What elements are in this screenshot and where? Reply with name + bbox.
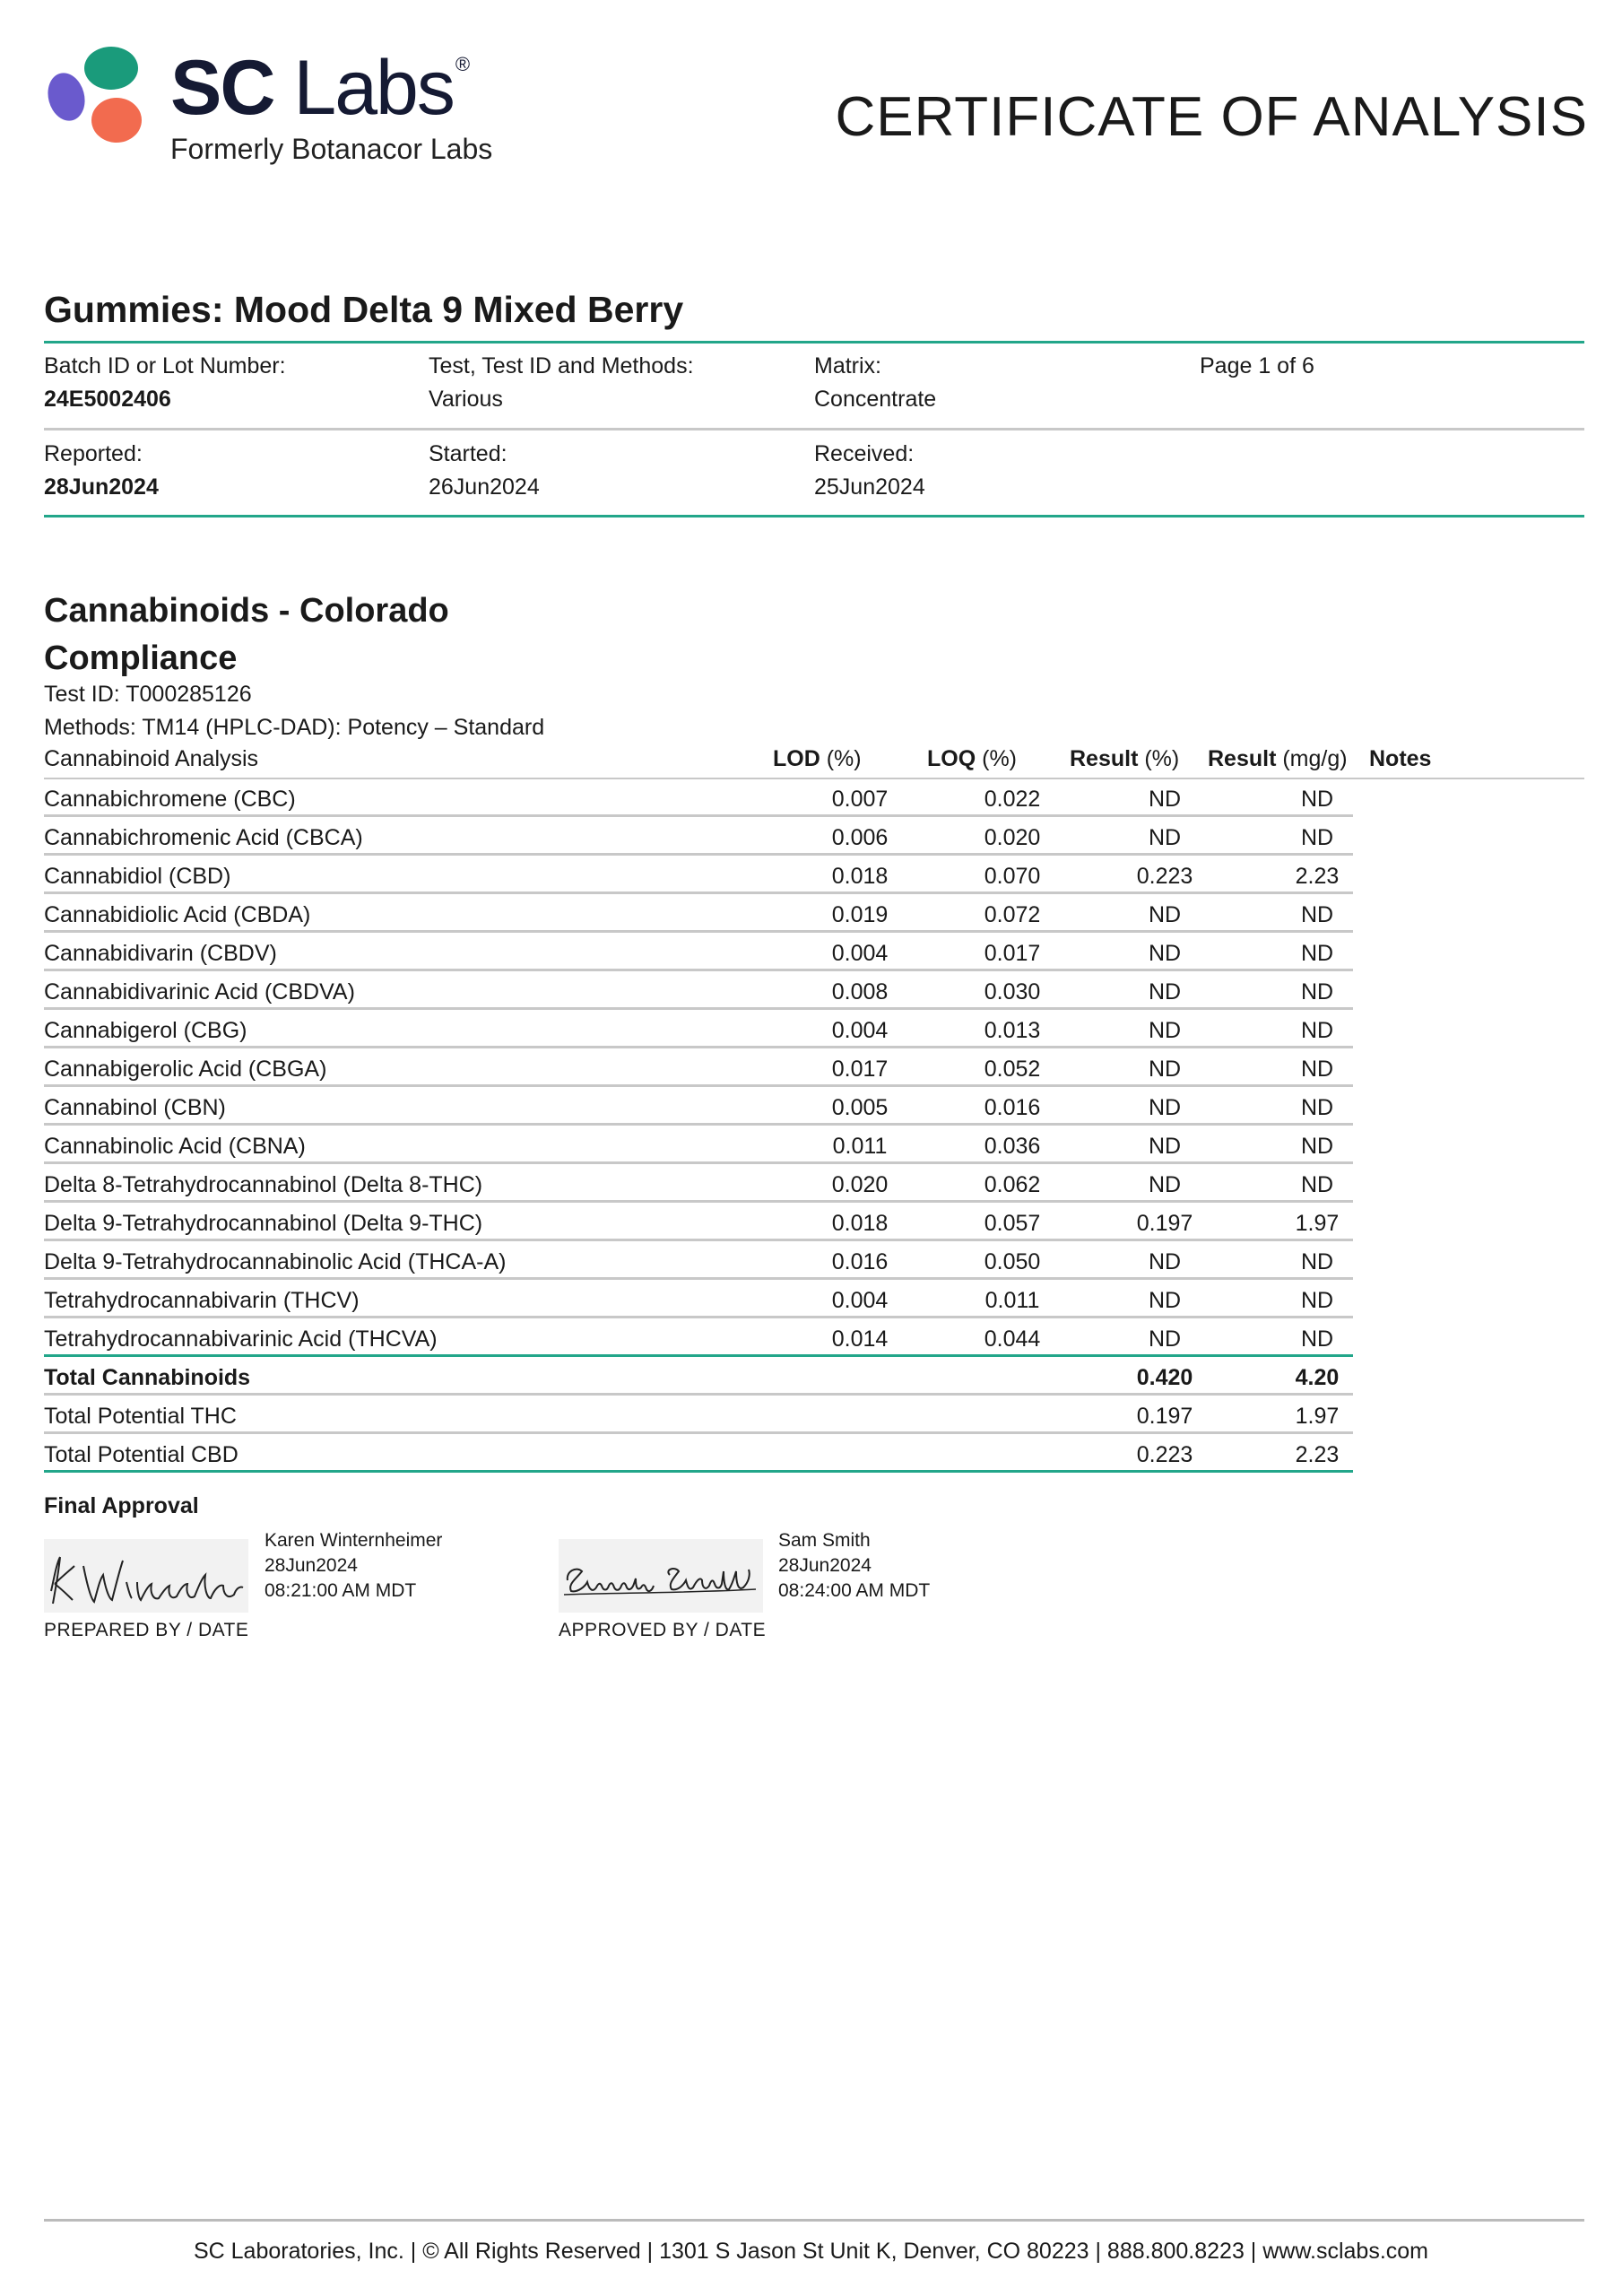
row-divider [44, 1277, 1353, 1280]
loq-value: 0.022 [984, 787, 1041, 812]
row-divider [44, 814, 1353, 817]
table-row [44, 934, 1353, 971]
result-mg: ND [1300, 825, 1334, 850]
loq-value: 0.050 [984, 1249, 1041, 1274]
lod-value: 0.007 [831, 787, 889, 812]
started-value: 26Jun2024 [429, 474, 540, 500]
batch-value: 24E5002406 [44, 387, 171, 412]
total-row [44, 1358, 1353, 1396]
methods: Methods: TM14 (HPLC-DAD): Potency – Standard [44, 715, 545, 740]
matrix-label: Matrix: [814, 353, 881, 378]
table-header [44, 746, 1584, 777]
lod-value: 0.018 [831, 864, 889, 889]
approved-signature-drawing [559, 1539, 763, 1613]
table-row [44, 1049, 1353, 1087]
result-percent: ND [1148, 1134, 1182, 1159]
section-title-line1: Cannabinoids - Colorado [44, 592, 449, 630]
row-divider [44, 969, 1353, 971]
loq-value: 0.044 [984, 1326, 1041, 1352]
table-row [44, 1204, 1353, 1241]
loq-value: 0.020 [984, 825, 1041, 850]
total-name: Total Potential THC [44, 1404, 237, 1429]
brand-name [170, 45, 469, 131]
received-value: 25Jun2024 [814, 474, 925, 500]
table-row [44, 1011, 1353, 1048]
analyte-name: Cannabidiol (CBD) [44, 864, 231, 889]
result-mg: ND [1300, 902, 1334, 927]
header-result-mg-unit: (mg/g) [1276, 746, 1348, 771]
row-divider [44, 1084, 1353, 1087]
result-percent: ND [1148, 902, 1182, 927]
header-result-mg [1208, 746, 1348, 772]
analyte-name: Cannabidivarin (CBDV) [44, 941, 277, 966]
row-divider [44, 1393, 1353, 1396]
total-name: Total Cannabinoids [44, 1365, 251, 1390]
analyte-name: Cannabidiolic Acid (CBDA) [44, 902, 311, 927]
lod-value: 0.005 [831, 1095, 889, 1120]
result-percent: ND [1148, 1095, 1182, 1120]
prepared-signature-drawing [44, 1539, 248, 1613]
brand-subtitle: Formerly Botanacor Labs [170, 133, 493, 165]
result-percent: 0.197 [1136, 1211, 1193, 1236]
table-row [44, 1281, 1353, 1318]
table-bottom-rule [44, 1470, 1353, 1473]
matrix-value: Concentrate [814, 387, 937, 412]
prepared-by-name: Karen Winternheimer [265, 1530, 443, 1551]
prepared-by-time: 08:21:00 AM MDT [265, 1580, 417, 1601]
lod-value: 0.008 [831, 979, 889, 1004]
table-row [44, 857, 1353, 894]
result-mg: 1.97 [1295, 1211, 1340, 1236]
total-result-mg: 1.97 [1295, 1404, 1340, 1429]
prepared-by-date: 28Jun2024 [265, 1555, 358, 1576]
lod-value: 0.019 [831, 902, 889, 927]
lod-value: 0.017 [831, 1057, 889, 1082]
prepared-by-caption: PREPARED BY / DATE [44, 1620, 249, 1640]
analyte-name: Tetrahydrocannabivarinic Acid (THCVA) [44, 1326, 438, 1352]
approved-signature [559, 1539, 763, 1613]
test-label: Test, Test ID and Methods: [429, 353, 694, 378]
table-row [44, 818, 1353, 856]
total-result-mg: 4.20 [1295, 1365, 1340, 1390]
result-percent: 0.223 [1136, 864, 1193, 889]
loq-value: 0.017 [984, 941, 1041, 966]
result-mg: ND [1300, 941, 1334, 966]
table-row [44, 1165, 1353, 1203]
total-result-mg: 2.23 [1295, 1442, 1340, 1467]
document-title: CERTIFICATE OF ANALYSIS [835, 86, 1588, 148]
footer-text: SC Laboratories, Inc. | © All Rights Reserved | 1301 S Jason St Unit K, Denver, CO 80223 | 888.800.8223 | www.sclabs.com [193, 2239, 1429, 2264]
header-lod-bold: LOD [773, 746, 820, 771]
result-mg: ND [1300, 1095, 1334, 1120]
result-mg: ND [1300, 1288, 1334, 1313]
result-percent: ND [1148, 1326, 1182, 1352]
result-mg: ND [1300, 1172, 1334, 1197]
result-percent: ND [1148, 1249, 1182, 1274]
reported-value: 28Jun2024 [44, 474, 159, 500]
footer-rule [44, 2219, 1584, 2222]
approved-by-caption: APPROVED BY / DATE [559, 1620, 767, 1640]
result-mg: ND [1300, 787, 1334, 812]
result-mg: ND [1300, 1057, 1334, 1082]
loq-value: 0.052 [984, 1057, 1041, 1082]
lod-value: 0.011 [832, 1134, 888, 1159]
table-row [44, 972, 1353, 1010]
table-row [44, 1242, 1353, 1280]
approved-by-date: 28Jun2024 [778, 1555, 872, 1576]
result-mg: ND [1300, 1134, 1334, 1159]
result-mg: ND [1300, 1249, 1334, 1274]
loq-value: 0.013 [984, 1018, 1041, 1043]
analyte-name: Cannabinolic Acid (CBNA) [44, 1134, 306, 1159]
header-result-unit: (%) [1138, 746, 1180, 771]
row-divider [44, 1200, 1353, 1203]
row-divider [44, 1161, 1353, 1164]
result-mg: 2.23 [1295, 864, 1340, 889]
approved-by-time: 08:24:00 AM MDT [778, 1580, 931, 1601]
analyte-name: Delta 9-Tetrahydrocannabinolic Acid (THCA-A) [44, 1249, 507, 1274]
total-result-percent: 0.223 [1136, 1442, 1193, 1467]
section-title-line2: Compliance [44, 639, 238, 677]
result-percent: ND [1148, 1057, 1182, 1082]
totals-divider [44, 1354, 1353, 1357]
result-percent: ND [1148, 1288, 1182, 1313]
table-row [44, 1126, 1353, 1164]
table-row [44, 895, 1353, 933]
table-row [44, 1088, 1353, 1126]
lod-value: 0.016 [831, 1249, 889, 1274]
lod-value: 0.004 [831, 1288, 889, 1313]
analyte-name: Cannabigerolic Acid (CBGA) [44, 1057, 327, 1082]
result-mg: ND [1300, 979, 1334, 1004]
header-lod-unit: (%) [820, 746, 862, 771]
result-percent: ND [1148, 941, 1182, 966]
lod-value: 0.004 [831, 1018, 889, 1043]
analyte-name: Cannabigerol (CBG) [44, 1018, 247, 1043]
registered-mark: ® [455, 53, 469, 75]
started-label: Started: [429, 441, 507, 466]
header-notes-label: Notes [1369, 746, 1432, 771]
lod-value: 0.004 [831, 941, 889, 966]
loq-value: 0.016 [984, 1095, 1041, 1120]
loq-value: 0.072 [984, 902, 1041, 927]
result-mg: ND [1300, 1326, 1334, 1352]
analyte-name: Cannabichromene (CBC) [44, 787, 296, 812]
loq-value: 0.062 [984, 1172, 1041, 1197]
lod-value: 0.006 [831, 825, 889, 850]
result-percent: ND [1148, 787, 1182, 812]
analyte-name: Delta 9-Tetrahydrocannabinol (Delta 9-THC) [44, 1211, 483, 1236]
total-name: Total Potential CBD [44, 1442, 239, 1467]
product-title: Gummies: Mood Delta 9 Mixed Berry [44, 289, 684, 330]
total-result-percent: 0.420 [1136, 1365, 1193, 1390]
result-percent: ND [1148, 1018, 1182, 1043]
result-mg: ND [1300, 1018, 1334, 1043]
analyte-name: Cannabidivarinic Acid (CBDVA) [44, 979, 355, 1004]
test-value: Various [429, 387, 503, 412]
approved-by-name: Sam Smith [778, 1530, 871, 1551]
header-result-bold: Result [1070, 746, 1139, 771]
loq-value: 0.057 [984, 1211, 1041, 1236]
analyte-name: Cannabinol (CBN) [44, 1095, 226, 1120]
analyte-name: Cannabichromenic Acid (CBCA) [44, 825, 363, 850]
test-id: Test ID: T000285126 [44, 682, 252, 707]
header-notes [1369, 746, 1431, 772]
header-result [1070, 746, 1179, 772]
analyte-name: Delta 8-Tetrahydrocannabinol (Delta 8-THC) [44, 1172, 483, 1197]
result-percent: ND [1148, 1172, 1182, 1197]
prepared-by-info [265, 1528, 442, 1604]
header-loq [927, 746, 1017, 772]
loq-value: 0.070 [984, 864, 1041, 889]
sc-labs-logo-icon [47, 45, 145, 145]
lod-value: 0.014 [831, 1326, 889, 1352]
row-divider [44, 853, 1353, 856]
row-divider [44, 891, 1353, 894]
loq-value: 0.036 [984, 1134, 1041, 1159]
header-loq-bold: LOQ [927, 746, 976, 771]
lod-value: 0.020 [831, 1172, 889, 1197]
row-divider [44, 1239, 1353, 1241]
row-divider [44, 1316, 1353, 1318]
analyte-name: Tetrahydrocannabivarin (THCV) [44, 1288, 360, 1313]
loq-value: 0.011 [984, 1288, 1040, 1313]
total-row [44, 1396, 1353, 1434]
page-indicator: Page 1 of 6 [1200, 353, 1314, 378]
received-label: Received: [814, 441, 915, 466]
prepared-signature [44, 1539, 248, 1613]
loq-value: 0.030 [984, 979, 1041, 1004]
result-percent: ND [1148, 979, 1182, 1004]
product-title-rule [44, 341, 1584, 344]
total-row [44, 1435, 1353, 1473]
row-divider [44, 1123, 1353, 1126]
header-analysis: Cannabinoid Analysis [44, 746, 259, 771]
row-divider [44, 1046, 1353, 1048]
total-result-percent: 0.197 [1136, 1404, 1193, 1429]
meta-divider [44, 428, 1584, 430]
meta-bottom-rule [44, 515, 1584, 517]
header-loq-unit: (%) [976, 746, 1017, 771]
reported-label: Reported: [44, 441, 143, 466]
header-lod [773, 746, 862, 772]
final-approval-title: Final Approval [44, 1493, 199, 1518]
brand-name-bold: SC [170, 45, 274, 131]
table-row [44, 1319, 1353, 1357]
section-title [44, 587, 582, 683]
row-divider [44, 1431, 1353, 1434]
row-divider [44, 930, 1353, 933]
lod-value: 0.018 [831, 1211, 889, 1236]
result-percent: ND [1148, 825, 1182, 850]
row-divider [44, 1007, 1353, 1010]
table-row [44, 779, 1353, 817]
batch-label: Batch ID or Lot Number: [44, 353, 286, 378]
approved-by-info [778, 1528, 930, 1604]
brand-name-light: Labs [293, 45, 454, 131]
header-result-mg-bold: Result [1208, 746, 1277, 771]
